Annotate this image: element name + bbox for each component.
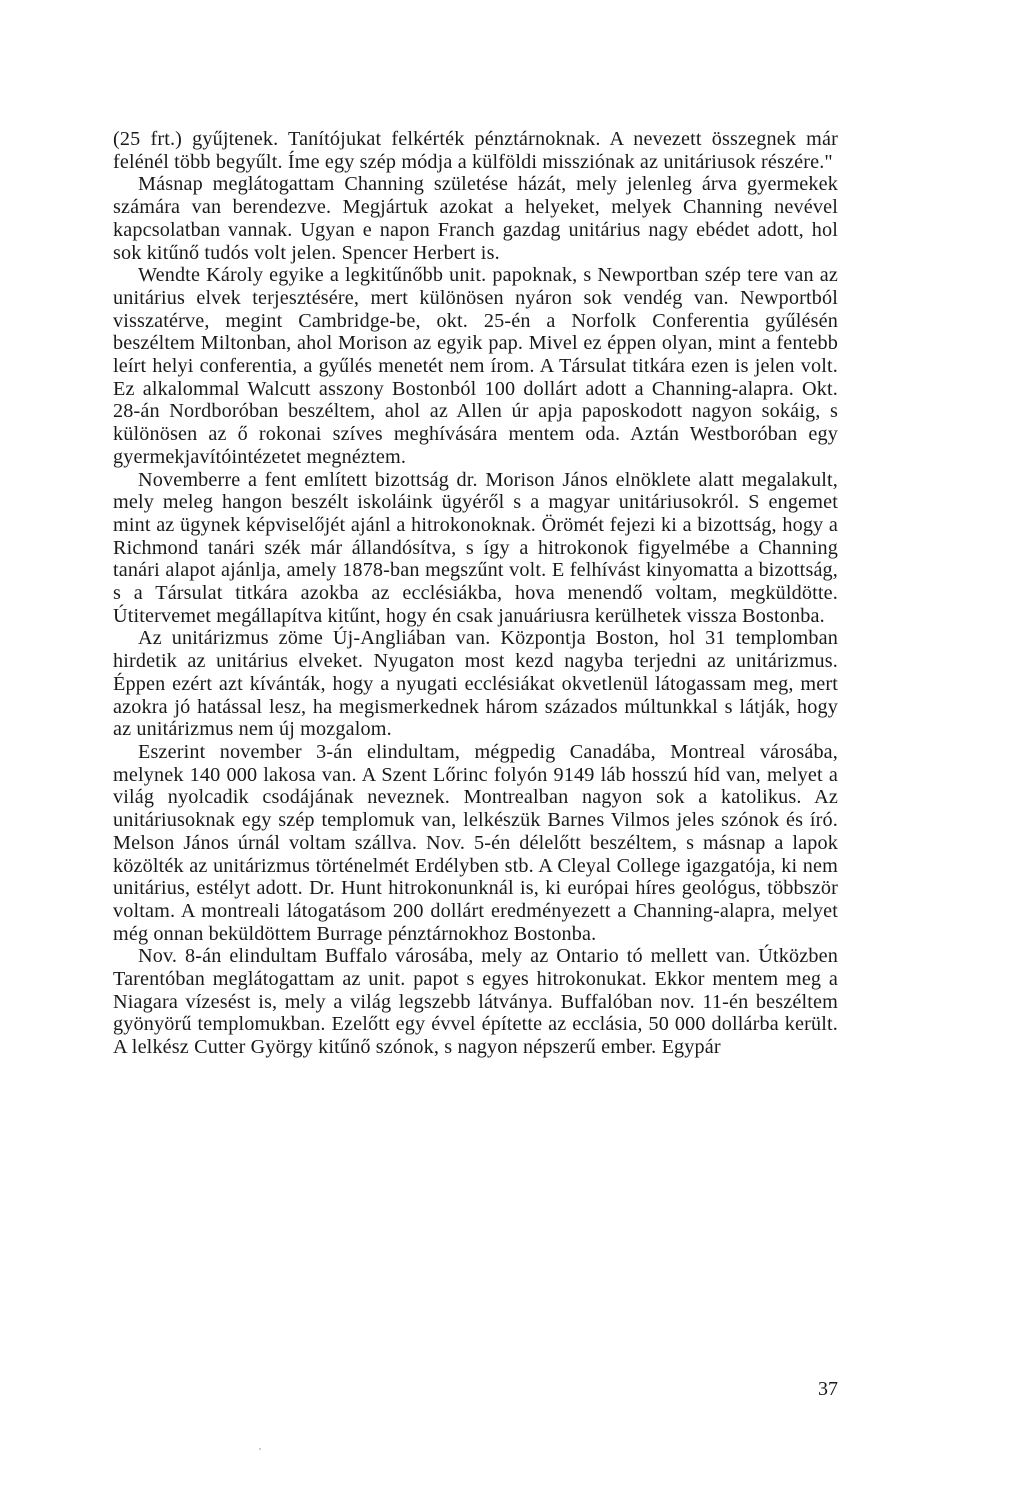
- paragraph-channing-house: Másnap meglátogattam Channing születése házát, mely jelenleg árva gyermekek számára van berendezve. Megjártuk azokat a helyeket, melyek Channing nevével kapcsolatban vannak. Ugyan e napon Franch gazdag unitárius nagy ebédet adott, hol sok kitűnő tudós volt jelen. Spencer Herbert is.: [113, 173, 838, 264]
- page-number: 37: [818, 1378, 838, 1400]
- paragraph-november-committee: Novemberre a fent említett bizottság dr. Morison János elnöklete alatt megalakult, mely meleg hangon beszélt iskoláink ügyéről s a magyar unitáriusokról. S engemet mint az ügynek képviselőjét ajánl a hitrokonoknak. Örömét fejezi ki a bizottság, hogy a Richmond tanári szék már állandósítva, s így a hitrokonok figyelmébe a Channing tanári alapot ajánlja, amely 1878-ban megszűnt volt. E felhívást kinyomatta a bizottság, s a Társulat titkára azokba az ecclésiákba, hova menendő voltam, megküldötte. Útitervemet megállapítva kitűnt, hogy én csak januáriusra kerülhetek vissza Bostonba.: [113, 468, 838, 627]
- paragraph-unitarianism-new-england: Az unitárizmus zöme Új-Angliában van. Központja Boston, hol 31 templomban hirdetik az unitárius elveket. Nyugaton most kezd nagyba terjedni az unitárizmus. Éppen ezért azt kívánták, hogy a nyugati ecclésiákat okvetlenül látogassam meg, mert azokra jó hatással lesz, ha megismerkednek három százados múltunkkal s látják, hogy az unitárizmus nem új mozgalom.: [113, 627, 838, 741]
- body-text: [113, 128, 838, 1059]
- paragraph-wendte-newport: Wendte Károly egyike a legkitűnőbb unit. papoknak, s Newportban szép tere van az unitárius elvek terjesztésére, mert különösen nyáron sok vendég van. Newportból visszatérve, megint Cambridge-be, okt. 25-én a Norfolk Conferentia gyűlésén beszéltem Miltonban, ahol Morison az egyik pap. Mivel ez éppen olyan, mint a fentebb leírt helyi conferentia, a gyűlés menetét nem írom. A Társulat titkára ezen is jelen volt. Ez alkalommal Walcutt asszony Bostonból 100 dollárt adott a Channing-alapra. Okt. 28-án Nordboróban beszéltem, ahol az Allen úr apja paposkodott nagyon sokáig, s különösen az ő rokonai szíves meghívására mentem oda. Aztán Westboróban egy gyermekjavítóintézetet megnéztem.: [113, 264, 838, 468]
- paragraph-montreal: Eszerint november 3-án elindultam, mégpedig Canadába, Montreal városába, melynek 140 000 lakosa van. A Szent Lőrinc folyón 9149 láb hosszú híd van, melyet a világ nyolcadik csodájának neveznek. Montrealban nagyon sok a katolikus. Az unitáriusoknak egy szép templomuk van, lelkészük Barnes Vilmos jeles szónok és író. Melson János úrnál voltam szállva. Nov. 5-én délelőtt beszéltem, s másnap a lapok közölték az unitárizmus történelmét Erdélyben stb. A Cleyal College igazgatója, ki nem unitárius, estélyt adott. Dr. Hunt hitrokonunknál is, ki európai híres geológus, többször voltam. A montreali látogatásom 200 dollárt eredményezett a Channing-alapra, melyet még onnan beküldöttem Burrage pénztárnokhoz Bostonba.: [113, 740, 838, 945]
- print-speck: [259, 1448, 261, 1450]
- paragraph-buffalo: Nov. 8-án elindultam Buffalo városába, mely az Ontario tó mellett van. Útközben Tarentóban meglátogattam az unit. papot s egyes hitrokonukat. Ekkor mentem meg a Niagara vízesést is, mely a világ legszebb látványa. Buffalóban nov. 11-én beszéltem gyönyörű templomukban. Ezelőtt egy évvel építette az ecclásia, 50 000 dollárba került. A lelkész Cutter György kitűnő szónok, s nagyon népszerű ember. Egypár: [113, 945, 838, 1059]
- paragraph-continuation: (25 frt.) gyűjtenek. Tanítójukat felkérték pénztárnoknak. A nevezett összegnek már felénél több begyűlt. Íme egy szép módja a külföldi missziónak az unitáriusok részére.": [113, 128, 838, 173]
